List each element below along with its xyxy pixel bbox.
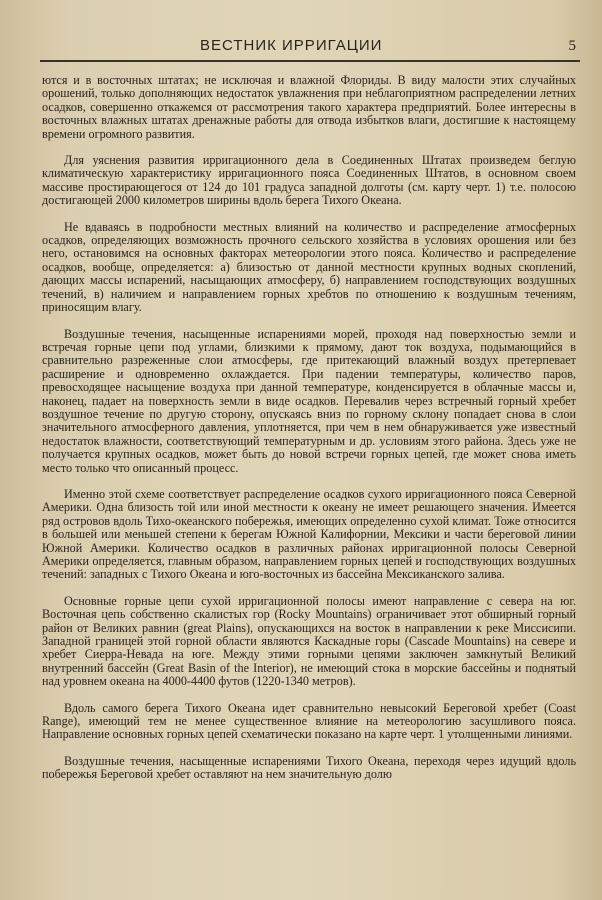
paragraph: Не вдаваясь в подробности местных влияний на количество и распределение атмосферных осадков, определяющих возможность прочного сельского хозяйства в условиях орошения или без него, остановимся на основных факторах метеорологии этого пояса. Количество и распределение осадков, вообще, определяется: а) близостью от данной местности крупных водных скоплений, дающих массы испарений, насыщающих атмосферу, б) направлением господствующих воздушных течений, в) наличием и направлением горных хребтов по отношению к воздушным течениям, приносящим влагу. <box>42 219 576 315</box>
paragraph: Для уяснения развития ирригационного дела в Соединенных Штатах произведем беглую климатическую характеристику ирригационного пояса Соединенных Штатов, в основном своем массиве простирающегося от 124 до 101 градуса западной долготы (см. карту черт. 1) т.е. полосою достигающей 2000 километров ширины вдоль берега Тихого Океана. <box>42 153 576 208</box>
article-body <box>42 74 576 782</box>
paragraph: ются и в восточных штатах; не исключая и влажной Флориды. В виду малости этих случайных орошений, только дополняющих недостаток увлажнения при неблагоприятном распределении летних осадков, совершенно откажемся от рассмотрения такого характера предприятий. Более интересны в восточных влажных штатах дренажные работы для отвода избытков влаги, достигшие к настоящему времени огромного развития. <box>42 73 576 141</box>
page-header <box>40 34 580 62</box>
paragraph: Воздушные течения, насыщенные испарениями Тихого Океана, переходя через идущий вдоль побережья Береговой хребет оставляют на нем значительную долю <box>42 753 576 782</box>
paragraph: Основные горные цепи сухой ирригационной полосы имеют направление с севера на юг. Восточная цепь собственно скалистых гор (Rocky Mountains) ограничивает этот обширный горный район от Великих равнин (great Plains), опускающихся на восток в направлении к реке Миссисипи. Западной границей этой горной области являются Каскадные горы (Cascade Mountains) на севере и хребет Сиерра-Невада на юге. Между этими горными цепями заключен замкнутый Великий внутренний бассейн (Great Basin of the Interior), не имеющий стока в морские бассейны и поднятый над уровнем океана на 4000-4400 футов (1220-1340 метров). <box>42 593 576 689</box>
page-number: 5 <box>568 38 576 54</box>
paragraph: Именно этой схеме соответствует распределение осадков сухого ирригационного пояса Северной Америки. Одна близость той или иной местности к океану не имеет решающего значения. Имеется ряд островов вдоль Тихо-океанского побережья, имеющих определенно сухой климат. Тоже относится в большей или меньшей степени к берегам Южной Калифорнии, Мексики и части береговой линии Южной Америки. Количество осадков в различных районах ирригационной полосы Северной Америки определяется, главным образом, направлением горных цепей и господствующих воздушных течений: западных с Тихого Океана и юго-восточных из бассейна Мексиканского залива. <box>42 486 576 582</box>
paragraph: Вдоль самого берега Тихого Океана идет сравнительно невысокий Береговой хребет (Coast Range), имеющий тем не менее существенное влияние на метеорологию засушливого пояса. Направление основных горных цепей схематически показано на карте черт. 1 утолщенными линиями. <box>42 700 576 742</box>
journal-title: ВЕСТНИК ИРРИГАЦИИ <box>200 37 383 54</box>
paragraph: Воздушные течения, насыщенные испарениями морей, проходя над поверхностью земли и встречая горные цепи под углами, близкими к прямому, дают ток воздуха, подымающийся в сравнительно разреженные слои атмосферы, где притекающий влажный воздух претерпевает расширение и одновременно охлаждается. При падении температуры, количество паров, превосходящее насыщение воздуха при данной температуре, конденсируется в облачные массы и, наконец, падает на поверхность земли в виде осадков. Перевалив через встречный горный хребет воздушное течение по другую сторону, опускаясь вниз по горному склону попадает снова в слои значительного атмосферного давления, уплотняется, при чем в нем обнаруживается уже известный недостаток влажности, соответствующий температурным и др. условиям этого района. Здесь уже не получается крупных осадков, может быть до новой встречи горных цепей, где может снова иметь место только что описанный процесс. <box>42 326 576 475</box>
